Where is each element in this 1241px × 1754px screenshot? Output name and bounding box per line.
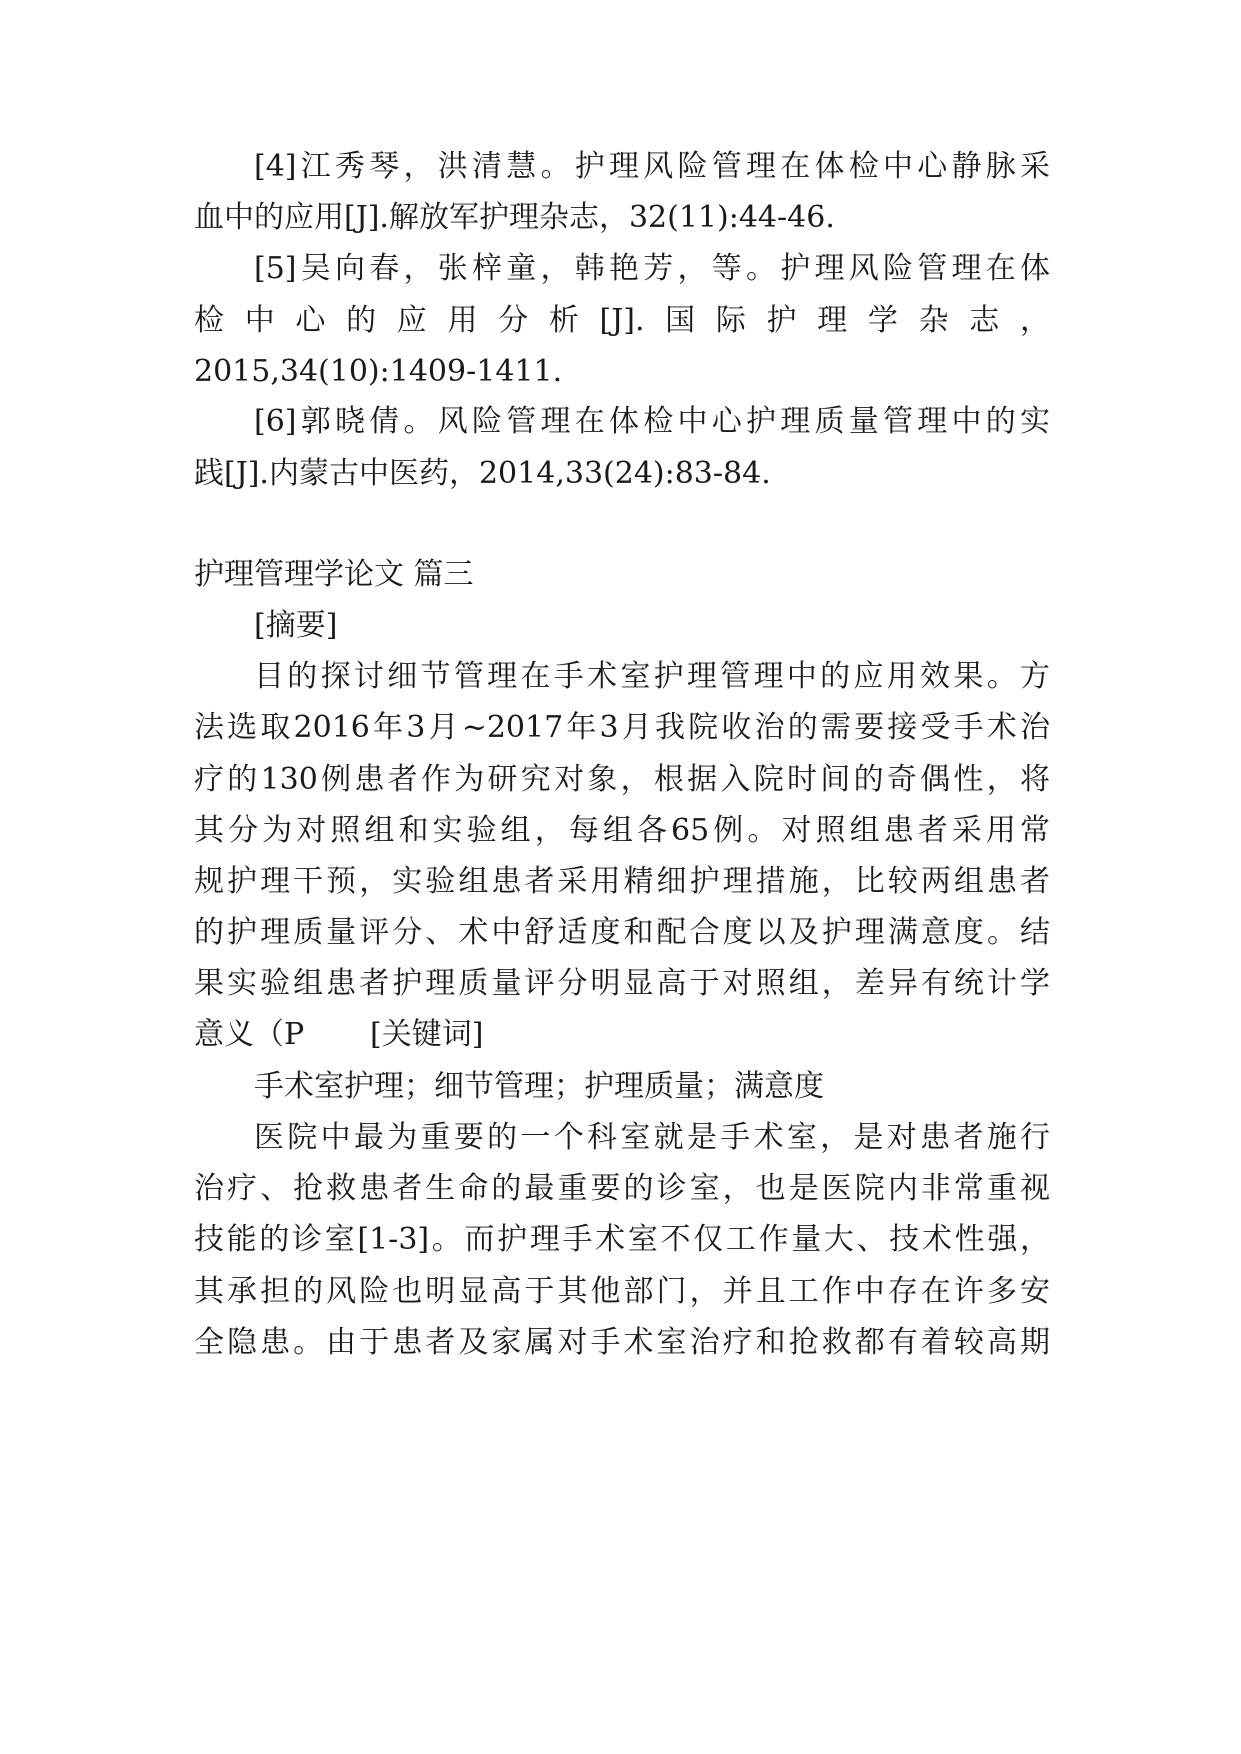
reference-6-line-2: 践[J].内蒙古中医药，2014,33(24):83-84. bbox=[194, 456, 771, 491]
body-line-4: 其承担的风险也明显高于其他部门，并且工作中存在许多安 bbox=[194, 1274, 1050, 1309]
body-line-5: 全隐患。由于患者及家属对手术室治疗和抢救都有着较高期 bbox=[194, 1325, 1050, 1360]
abstract-last-line: 意义（P bbox=[194, 1017, 305, 1052]
abstract-line-1: 目的探讨细节管理在手术室护理管理中的应用效果。方 bbox=[254, 659, 1050, 694]
keywords-label: [关键词] bbox=[370, 1017, 484, 1052]
abstract-line-5: 规护理干预，实验组患者采用精细护理措施，比较两组患者 bbox=[194, 864, 1050, 899]
keywords-text: 手术室护理；细节管理；护理质量；满意度 bbox=[254, 1069, 824, 1104]
abstract-line-3: 疗的130例患者作为研究对象，根据入院时间的奇偶性，将 bbox=[194, 762, 1050, 797]
abstract-line-2: 法选取2016年3月~2017年3月我院收治的需要接受手术治 bbox=[194, 710, 1050, 745]
reference-4-line-1: [4]江秀琴，洪清慧。护理风险管理在体检中心静脉采 bbox=[254, 149, 1050, 184]
reference-4-line-2: 血中的应用[J].解放军护理杂志，32(11):44-46. bbox=[194, 200, 835, 235]
reference-5-line-2: 检中心的应用分析[J].国际护理学杂志， bbox=[194, 303, 1050, 338]
abstract-line-7: 果实验组患者护理质量评分明显高于对照组，差异有统计学 bbox=[194, 966, 1050, 1001]
abstract-line-6: 的护理质量评分、术中舒适度和配合度以及护理满意度。结 bbox=[194, 915, 1050, 950]
body-line-3: 技能的诊室[1-3]。而护理手术室不仅工作量大、技术性强， bbox=[194, 1222, 1050, 1257]
abstract-line-4: 其分为对照组和实验组，每组各65例。对照组患者采用常 bbox=[194, 813, 1050, 848]
reference-5-line-3: 2015,34(10):1409-1411. bbox=[194, 354, 563, 389]
body-line-2: 治疗、抢救患者生命的最重要的诊室，也是医院内非常重视 bbox=[194, 1171, 1050, 1206]
body-line-1: 医院中最为重要的一个科室就是手术室，是对患者施行 bbox=[254, 1120, 1050, 1155]
section-heading: 护理管理学论文 篇三 bbox=[194, 557, 474, 592]
abstract-label: [摘要] bbox=[254, 608, 338, 643]
reference-6-line-1: [6]郭晓倩。风险管理在体检中心护理质量管理中的实 bbox=[254, 404, 1050, 439]
reference-5-line-1: [5]吴向春，张梓童，韩艳芳，等。护理风险管理在体 bbox=[254, 251, 1050, 286]
